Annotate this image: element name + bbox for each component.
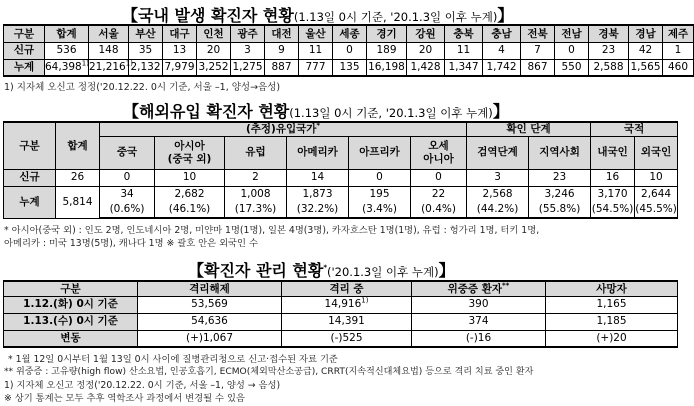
domestic-header-cell: 경기 [367, 25, 407, 42]
overseas-subheader-cell: 유럽 [225, 136, 287, 169]
management-cell: 14,391 [282, 313, 412, 330]
domestic-table [3, 24, 694, 77]
overseas-pct-cell: (0.6%) [100, 202, 155, 218]
domestic-header-cell: 대전 [265, 25, 299, 42]
overseas-table [3, 121, 678, 219]
overseas-cell: 0 [349, 169, 411, 186]
domestic-header-cell: 울산 [299, 25, 333, 42]
domestic-cell: 3 [231, 42, 265, 59]
footnote-marker: 1) [125, 59, 133, 68]
management-header-severe-text: 위중증 환자 [447, 282, 503, 295]
domestic-header-cell: 전남 [555, 25, 589, 42]
domestic-cell [89, 59, 133, 76]
management-table [3, 280, 678, 348]
footnote-marker: 1) [81, 59, 89, 68]
management-footnote: 1) 지자체 오신고 정정('20.12.22. 0시 기준, 서울 –1, 양성 → 음성) [4, 380, 281, 391]
overseas-cell: 195 [349, 186, 411, 202]
overseas-subheader-cell: 아시아 (중국 외) [155, 136, 225, 169]
management-footnote: ※ 상기 통계는 모두 추후 역학조사 과정에서 변경될 수 있음 [4, 393, 245, 404]
management-header-cell: 구분 [4, 281, 138, 296]
overseas-subheader-cell: 중국 [100, 136, 155, 169]
management-cell: 390 [412, 296, 546, 313]
domestic-header-cell: 강원 [407, 25, 445, 42]
domestic-row-cumulative [4, 59, 694, 76]
overseas-cell: 2,644 [635, 186, 678, 202]
management-row-label: 1.12.(화) 0시 기준 [4, 296, 138, 313]
domestic-cell: 148 [89, 42, 129, 59]
domestic-cell: 0 [333, 42, 367, 59]
domestic-cell: 20 [407, 42, 445, 59]
domestic-header-cell: 제주 [663, 25, 694, 42]
management-row [4, 313, 678, 330]
overseas-cell: 0 [100, 169, 155, 186]
overseas-header-country-text: (추정)유입국가 [245, 123, 317, 136]
management-cell: 1,165 [546, 296, 678, 313]
overseas-title [123, 99, 509, 122]
overseas-header-country-group [100, 122, 467, 136]
overseas-cell: 23 [529, 169, 591, 186]
overseas-row-label: 누계 [4, 186, 56, 218]
management-cell: 1,185 [546, 313, 678, 330]
overseas-cell: 16 [591, 169, 635, 186]
overseas-cell: 3 [467, 169, 529, 186]
domestic-cell: 1,565 [629, 59, 663, 76]
domestic-row-new [4, 42, 694, 59]
overseas-header-row-1 [4, 122, 678, 136]
overseas-subtitle: (1.13일 0시 기준, '20.1.3일 이후 누계) [289, 106, 493, 120]
domestic-footnote: 1) 지자체 오신고 정정('20.12.22. 0시 기준, 서울 –1, 양성→음성) [4, 82, 281, 93]
domestic-header-cell: 충남 [483, 25, 521, 42]
overseas-row-label: 신규 [4, 169, 56, 186]
footnote-marker: 1) [361, 296, 369, 305]
overseas-row-new [4, 169, 678, 186]
management-header-cell: 사망자 [546, 281, 678, 296]
overseas-pct-cell: (45.5%) [635, 202, 678, 218]
domestic-cell: 460 [663, 59, 694, 76]
overseas-cell: 14 [287, 169, 349, 186]
domestic-cell: 11 [445, 42, 483, 59]
management-footnote: * 1월 12일 0시부터 1월 13일 0시 사이에 질병관리청으로 신고·접수된 자료 기준 [8, 354, 338, 365]
overseas-pct-cell: (46.1%) [155, 202, 225, 218]
management-header-row [4, 281, 678, 296]
overseas-footnote-1: * 아시아(중국 외) : 인도 2명, 인도네시아 2명, 미얀마 1명(1명), 일본 4명(3명), 카자흐스탄 1명(1명), 유럽 : 헝가리 1명, 터키 1명, [4, 225, 540, 236]
overseas-cell: 3,170 [591, 186, 635, 202]
domestic-header-cell: 광주 [231, 25, 265, 42]
domestic-cell: 0 [555, 42, 589, 59]
management-cell: 54,636 [138, 313, 282, 330]
overseas-title-close: 】 [492, 102, 509, 121]
overseas-subheader-cell: 오세 아니아 [411, 136, 467, 169]
overseas-subheader-cell: 외국인 [635, 136, 678, 169]
domestic-cell: 189 [367, 42, 407, 59]
domestic-header-cell: 인천 [197, 25, 231, 42]
management-title-close: 】 [438, 261, 455, 280]
overseas-cell: 34 [100, 186, 155, 202]
domestic-cell: 20 [197, 42, 231, 59]
management-cell: (-)525 [282, 330, 412, 347]
domestic-cell: 23 [589, 42, 629, 59]
domestic-cell-value: 64,398 [45, 61, 82, 74]
domestic-cell: 7 [521, 42, 555, 59]
overseas-subheader-cell: 아프리카 [349, 136, 411, 169]
domestic-header-cell: 대구 [163, 25, 197, 42]
domestic-cell: 16,198 [367, 59, 407, 76]
domestic-cell: 1,275 [231, 59, 265, 76]
overseas-cell: 2,682 [155, 186, 225, 202]
domestic-cell-value: 21,216 [89, 61, 126, 74]
domestic-cell: 3,252 [197, 59, 231, 76]
management-cell: (+)1,067 [138, 330, 282, 347]
domestic-cell: 2,132 [129, 59, 163, 76]
overseas-pct-cell: (54.5%) [591, 202, 635, 218]
domestic-cell: 4 [483, 42, 521, 59]
domestic-title-close: 】 [497, 6, 514, 25]
domestic-cell: 867 [521, 59, 555, 76]
management-header-cell: 격리 중 [282, 281, 412, 296]
domestic-cell: 1 [663, 42, 694, 59]
domestic-header-cell: 세종 [333, 25, 367, 42]
overseas-pct-cell: (44.2%) [467, 202, 529, 218]
domestic-header-cell: 경남 [629, 25, 663, 42]
management-title-text: 【확진자 관리 현황 [188, 261, 324, 280]
management-cell [282, 296, 412, 313]
domestic-cell: 536 [45, 42, 89, 59]
overseas-cell: 5,814 [56, 186, 100, 218]
management-title [188, 258, 455, 281]
management-cell: 374 [412, 313, 546, 330]
footnote-marker: * [323, 263, 328, 272]
management-row-label: 1.13.(수) 0시 기준 [4, 313, 138, 330]
domestic-cell: 1,742 [483, 59, 521, 76]
management-header-cell [412, 281, 546, 296]
overseas-cell: 1,873 [287, 186, 349, 202]
domestic-header-cell: 경북 [589, 25, 629, 42]
domestic-cell: 2,588 [589, 59, 629, 76]
management-cell: (+)20 [546, 330, 678, 347]
management-header-cell: 격리해제 [138, 281, 282, 296]
overseas-pct-cell: (32.2%) [287, 202, 349, 218]
footnote-marker: ** [502, 281, 510, 290]
overseas-pct-cell: (3.4%) [349, 202, 411, 218]
overseas-cell: 26 [56, 169, 100, 186]
overseas-header-nation-group: 국적 [591, 122, 678, 136]
domestic-cell: 13 [163, 42, 197, 59]
domestic-cell: 42 [629, 42, 663, 59]
domestic-row-label: 신규 [4, 42, 45, 59]
domestic-cell: 887 [265, 59, 299, 76]
domestic-cell: 135 [333, 59, 367, 76]
overseas-row-cumulative-pct [4, 202, 678, 218]
overseas-header-total: 합계 [56, 122, 100, 169]
domestic-title [122, 3, 513, 26]
overseas-subheader-cell: 내국인 [591, 136, 635, 169]
domestic-header-cell: 전북 [521, 25, 555, 42]
domestic-header-cell: 합계 [45, 25, 89, 42]
overseas-pct-cell: (55.8%) [529, 202, 591, 218]
overseas-subheader-cell: 지역사회 [529, 136, 591, 169]
overseas-header-category: 구분 [4, 122, 56, 169]
domestic-cell: 35 [129, 42, 163, 59]
overseas-cell: 10 [155, 169, 225, 186]
domestic-header-cell: 충북 [445, 25, 483, 42]
domestic-header-cell: 부산 [129, 25, 163, 42]
overseas-cell: 1,008 [225, 186, 287, 202]
overseas-cell: 0 [411, 169, 467, 186]
management-row [4, 296, 678, 313]
domestic-header-cell: 서울 [89, 25, 129, 42]
domestic-cell: 9 [265, 42, 299, 59]
domestic-cell [45, 59, 89, 76]
overseas-header-row-2 [4, 136, 678, 169]
management-cell: 53,569 [138, 296, 282, 313]
domestic-header-cell: 구분 [4, 25, 45, 42]
domestic-cell: 1,347 [445, 59, 483, 76]
overseas-title-text: 【해외유입 확진자 현황 [123, 102, 290, 121]
management-cell-value: 14,916 [324, 298, 362, 311]
domestic-cell: 777 [299, 59, 333, 76]
overseas-cell: 2,568 [467, 186, 529, 202]
domestic-header-row [4, 25, 694, 42]
overseas-pct-cell: (17.3%) [225, 202, 287, 218]
overseas-header-confirm-group: 확인 단계 [467, 122, 591, 136]
management-cell: (-)16 [412, 330, 546, 347]
overseas-cell: 2 [225, 169, 287, 186]
overseas-subheader-cell: 검역단계 [467, 136, 529, 169]
overseas-row-cumulative [4, 186, 678, 202]
domestic-title-text: 【국내 발생 확진자 현황 [122, 6, 294, 25]
domestic-cell: 1,428 [407, 59, 445, 76]
domestic-row-label: 누계 [4, 59, 45, 76]
overseas-cell: 22 [411, 186, 467, 202]
domestic-cell: 7,979 [163, 59, 197, 76]
overseas-cell: 10 [635, 169, 678, 186]
domestic-subtitle: (1.13일 0시 기준, '20.1.3일 이후 누계) [293, 10, 498, 24]
footnote-marker: * [316, 121, 321, 130]
management-subtitle: ('20.1.3일 이후 누계) [327, 265, 439, 279]
overseas-footnote-2: 아메리카 : 미국 13명(5명), 캐나다 1명 ※ 괄호 안은 외국인 수 [4, 238, 258, 249]
domestic-cell: 550 [555, 59, 589, 76]
management-row-label: 변동 [4, 330, 138, 347]
management-row [4, 330, 678, 347]
management-footnote: ** 위중증 : 고유량(high flow) 산소요법, 인공호흡기, ECMO(체외막산소공급), CRRT(지속적신대체요법) 등으로 격리 치료 중인 환자 [4, 367, 534, 377]
domestic-cell: 11 [299, 42, 333, 59]
overseas-pct-cell: (0.4%) [411, 202, 467, 218]
overseas-cell: 3,246 [529, 186, 591, 202]
overseas-subheader-cell: 아메리카 [287, 136, 349, 169]
